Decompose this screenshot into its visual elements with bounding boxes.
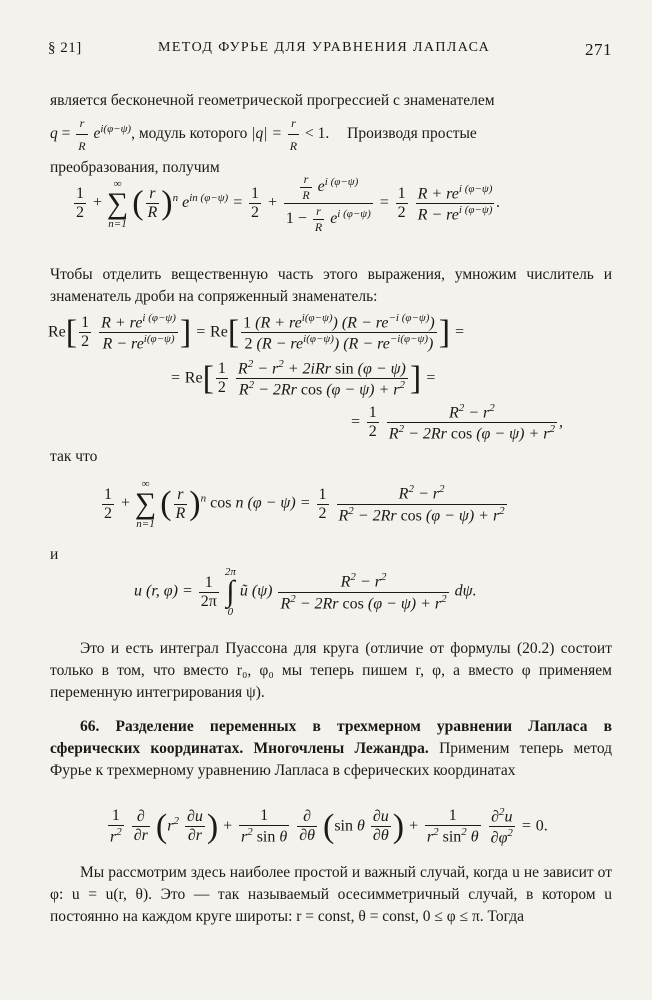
equation-real-part-1: Re[ $\frac{1}{2}$ $\frac{R + re^{i (\varphi-\psi)}}{R - re^{i(\varphi-\psi)}}$ ] = Re[ $\frac{1 (R + re^{i(\varphi-\psi)}) (R - re^{-i (\varphi-\psi)})}{2 (R - re^{i(\varphi-\psi)}) (R - re^{-i(\varphi-\psi)})}$ ] =	[48, 312, 465, 353]
paragraph-2: Чтобы отделить вещественную часть этого выражения, умножим числитель и знаменатель дроби на сопряженный знаменатель:	[50, 266, 612, 305]
equation-real-part-2: = Re[ $\frac{1}{2}$ $\frac{R^2 - r^2 + 2iRr \sin (\varphi - \psi)}{R^2 - 2Rr \cos (\varphi - \psi) + r^2}$ ] =	[170, 358, 437, 399]
section-intro: Применим теперь метод Фурье к трехмерному уравнению Лапласа в сферических координатах	[50, 740, 613, 779]
so-that-text: так что	[50, 448, 98, 465]
section-66	[50, 716, 612, 782]
paragraph-4: Мы рассмотрим здесь наиболее простой и важный случай, когда u не зависит от φ: u = u(r, θ). Это — так называемый осесимметричный случай, в котором u постоянно на каждом круге широты: r = const, θ = const, 0 ≤ φ ≤ π. Тогда	[50, 864, 612, 925]
section-title: Разделение переменных в трехмерном уравнении Лапласа в сферических координатах. Многочлены Лежандра.	[50, 718, 612, 757]
paragraph-1-line-3: преобразования, получим	[50, 159, 220, 176]
section-number: 66.	[80, 718, 100, 735]
page-number: 271	[585, 40, 612, 59]
equation-poisson-integral: u (r, φ) = $\frac{1}{2\pi}$ 2π ∫ 0 ũ (ψ) $\frac{R^2 - r^2}{R^2 - 2Rr \cos (\varphi - \psi) + r^2}$ dψ.	[134, 566, 477, 618]
paragraph-1-line-1: является бесконечной геометрической прогрессией с знаменателем	[50, 92, 495, 109]
equation-series-sum: $\frac{1}{2}$ + ∞ ∑ n=1 ( $\frac{r}{R}$ )$^n$ $e^{in (\varphi-\psi)}$ = $\frac{1}{2}$ + $\frac{r}{R}$ $e^{i (\varphi-\psi)}$ 1 − $\frac{r}{R}$ $e^{i (\varphi-\psi)}$ = $\frac{1}{2}$ $\frac{R + re^{i (\varphi-\psi)}}{R - re^{i (\varphi-\psi)}}$ .	[76, 172, 501, 234]
equation-real-part-3: = $\frac{1}{2}$ $\frac{R^2 - r^2}{R^2 - 2Rr \cos (\varphi - \psi) + r^2}$ ,	[350, 402, 563, 443]
paragraph-1	[50, 90, 612, 179]
paragraph-1-line-2: q = $\frac{r}{R}$ $e^{i(\varphi-\psi)}$, модуль которого |q| = $\frac{r}{R}$ < 1. Производя простые	[50, 112, 612, 157]
transform-text: Производя простые	[347, 125, 477, 143]
paragraph-3: Это и есть интеграл Пуассона для круга (отличие от формулы (20.2) состоит только в том, что вместо r₀, φ₀ мы теперь пишем r, φ, а вместо φ применяем переменную интегрирования ψ).	[50, 640, 612, 701]
running-header	[48, 40, 612, 64]
and-text: и	[50, 546, 59, 563]
equation-cos-series: $\frac{1}{2}$ + ∞ ∑ n=1 ( $\frac{r}{R}$ )$^n$ cos n (φ − ψ) = $\frac{1}{2}$ $\frac{R^2 - r^2}{R^2 - 2Rr \cos (\varphi - \psi) + r^2}$	[104, 478, 505, 530]
modulus-text: , модуль которого	[131, 125, 248, 143]
section-marker: § 21]	[48, 40, 82, 56]
running-title: МЕТОД ФУРЬЕ ДЛЯ УРАВНЕНИЯ ЛАПЛАСА	[158, 40, 491, 55]
equation-laplace-spherical: $\frac{1}{r^2}$ $\frac{\partial}{\partial r}$ ($r^2$ $\frac{\partial u}{\partial r}$ ) + $\frac{1}{r^2 \sin \theta}$ $\frac{\partial}{\partial\theta}$ (sin θ $\frac{\partial u}{\partial\theta}$ ) + $\frac{1}{r^2 \sin^2 \theta}$ $\frac{\partial^2u}{\partial\varphi^2}$ = 0.	[110, 806, 548, 847]
